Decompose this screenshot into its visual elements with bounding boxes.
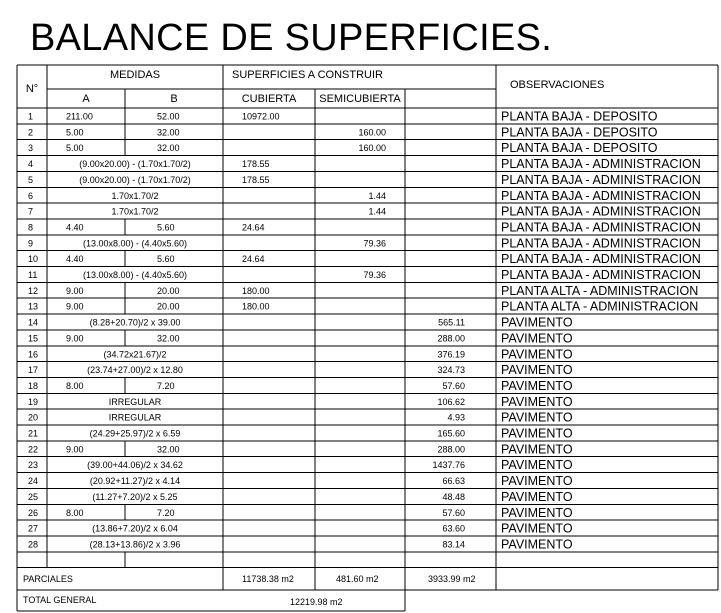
row-formula: (20.92+11.27)/2 x 4.14 (89, 476, 181, 487)
row-b: 52.00 (157, 111, 180, 122)
header-medidas: MEDIDAS (109, 69, 161, 81)
row-number: 3 (28, 143, 34, 154)
row-number: 28 (28, 539, 39, 550)
row-b: 20.00 (157, 301, 180, 312)
row-semicubierta: 160.00 (358, 127, 386, 138)
row-b: 32.00 (157, 143, 180, 154)
row-number: 11 (28, 270, 38, 280)
row-observacion: PAVIMENTO (501, 489, 573, 504)
row-a: 9.00 (66, 301, 84, 312)
row-observacion: PAVIMENTO (501, 331, 573, 346)
row-observacion: PLANTA ALTA - ADMINISTRACION (501, 283, 699, 298)
row-observacion: PAVIMENTO (501, 442, 573, 457)
row-observacion: PLANTA BAJA - ADMINISTRACION (501, 157, 701, 172)
parciales-label: PARCIALES (23, 574, 73, 584)
row-number: 20 (28, 412, 39, 423)
row-number: 23 (28, 460, 39, 471)
row-a: 4.40 (66, 254, 84, 265)
row-observacion: PAVIMENTO (501, 474, 573, 489)
row-observacion: PAVIMENTO (501, 315, 573, 330)
row-formula: (8.28+20.70)/2 x 39.00 (89, 317, 181, 328)
header-cubierta: CUBIERTA (241, 93, 297, 105)
header-observaciones: OBSERVACIONES (510, 79, 605, 91)
row-formula: (39.00+44.06)/2 x 34.62 (87, 460, 183, 471)
row-semicubierta: 1.44 (368, 190, 386, 201)
parciales-semicubierta: 481.60 m2 (336, 574, 379, 584)
row-pavimento: 106.62 (437, 396, 465, 407)
row-number: 21 (28, 428, 39, 439)
row-formula: (13.00x8.00) - (4.40x5.60) (82, 270, 188, 280)
row-a: 5.00 (66, 143, 84, 154)
row-number: 6 (28, 190, 34, 201)
row-observacion: PLANTA BAJA - DEPOSITO (501, 141, 658, 156)
row-formula: IRREGULAR (108, 396, 162, 407)
row-cubierta: 24.64 (242, 222, 265, 233)
row-cubierta: 24.64 (242, 254, 265, 265)
row-number: 4 (28, 159, 34, 170)
row-observacion: PLANTA BAJA - ADMINISTRACION (501, 252, 701, 267)
row-observacion: PLANTA BAJA - ADMINISTRACION (501, 172, 701, 187)
row-pavimento: 48.48 (442, 491, 465, 502)
row-number: 10 (28, 254, 39, 265)
row-observacion: PAVIMENTO (501, 347, 573, 362)
row-pavimento: 66.63 (442, 476, 465, 487)
parciales-cubierta: 11738.38 m2 (242, 574, 294, 584)
row-a: 9.00 (66, 285, 84, 296)
row-b: 7.20 (157, 380, 175, 391)
row-observacion: PAVIMENTO (501, 458, 573, 473)
row-cubierta: 180.00 (242, 285, 270, 296)
row-cubierta: 178.55 (242, 174, 270, 185)
row-number: 16 (28, 349, 39, 360)
row-a: 8.00 (66, 380, 84, 391)
row-semicubierta: 1.44 (368, 206, 386, 217)
header-a: A (82, 93, 90, 105)
row-a: 9.00 (66, 333, 84, 344)
row-observacion: PAVIMENTO (501, 521, 573, 536)
row-number: 12 (28, 285, 39, 296)
total-value: 12219.98 m2 (290, 597, 343, 607)
row-number: 19 (28, 396, 39, 407)
row-formula: IRREGULAR (108, 412, 162, 423)
row-cubierta: 178.55 (242, 159, 270, 170)
row-formula: (9.00x20.00) - (1.70x1.70/2) (79, 174, 191, 185)
row-formula: (34.72x21.67)/2 (103, 349, 167, 360)
row-b: 32.00 (157, 444, 180, 455)
row-observacion: PLANTA BAJA - DEPOSITO (501, 109, 658, 124)
row-number: 9 (28, 238, 34, 249)
row-formula: (11.27+7.20)/2 x 5.25 (92, 491, 178, 502)
row-formula: (13.00x8.00) - (4.40x5.60) (82, 238, 188, 249)
row-observacion: PAVIMENTO (501, 505, 573, 520)
row-observacion: PLANTA BAJA - ADMINISTRACION (501, 204, 701, 219)
row-b: 20.00 (157, 285, 180, 296)
row-observacion: PLANTA BAJA - ADMINISTRACION (501, 268, 701, 282)
row-number: 26 (28, 507, 39, 518)
row-pavimento: 565.11 (438, 317, 465, 328)
total-label: TOTAL GENERAL (23, 595, 97, 605)
row-formula: 1.70x1.70/2 (111, 206, 159, 217)
row-observacion: PLANTA ALTA - ADMINISTRACION (501, 299, 699, 314)
row-observacion: PLANTA BAJA - ADMINISTRACION (501, 188, 701, 203)
row-a: 9.00 (66, 444, 84, 455)
row-number: 7 (28, 206, 34, 217)
row-b: 7.20 (157, 507, 175, 518)
row-semicubierta: 79.36 (363, 238, 386, 249)
row-cubierta: 10972.00 (242, 111, 280, 122)
parciales-pavimento: 3933.99 m2 (428, 574, 476, 584)
row-formula: (13.86+7.20)/2 x 6.04 (92, 523, 178, 534)
row-pavimento: 376.19 (437, 349, 465, 360)
row-a: 211.00 (66, 111, 93, 122)
row-number: 13 (28, 301, 39, 312)
row-b: 5.60 (157, 222, 175, 233)
row-pavimento: 63.60 (442, 523, 465, 534)
header-superficies: SUPERFICIES A CONSTRUIR (232, 69, 383, 81)
row-cubierta: 180.00 (242, 301, 270, 312)
row-pavimento: 57.60 (442, 507, 465, 518)
row-observacion: PLANTA BAJA - ADMINISTRACION (501, 236, 701, 251)
row-formula: (9.00x20.00) - (1.70x1.70/2) (79, 159, 191, 170)
header-n: N° (25, 83, 39, 95)
row-number: 14 (28, 317, 39, 328)
row-formula: 1.70x1.70/2 (111, 190, 159, 201)
header-b: B (170, 93, 178, 105)
row-number: 2 (28, 127, 34, 138)
row-b: 5.60 (157, 254, 175, 265)
row-a: 5.00 (66, 127, 84, 138)
row-a: 4.40 (66, 222, 84, 233)
row-pavimento: 165.60 (437, 428, 465, 439)
row-number: 1 (28, 111, 34, 122)
row-observacion: PLANTA BAJA - DEPOSITO (501, 125, 658, 140)
page-title: BALANCE DE SUPERFICIES. (30, 17, 553, 59)
row-b: 32.00 (157, 333, 180, 344)
row-pavimento: 324.73 (437, 365, 465, 376)
row-number: 17 (28, 365, 39, 376)
row-pavimento: 83.14 (442, 539, 465, 550)
row-pavimento: 57.60 (442, 380, 465, 391)
row-semicubierta: 160.00 (358, 143, 386, 154)
row-number: 18 (28, 380, 39, 391)
row-number: 8 (28, 222, 34, 233)
row-formula: (23.74+27.00)/2 x 12.80 (87, 365, 183, 376)
row-number: 27 (28, 523, 39, 534)
row-number: 25 (28, 491, 39, 502)
row-observacion: PAVIMENTO (501, 410, 573, 425)
header-semicubierta: SEMICUBIERTA (319, 93, 401, 105)
row-semicubierta: 79.36 (363, 270, 386, 280)
row-pavimento: 288.00 (437, 333, 465, 344)
row-observacion: PLANTA BAJA - ADMINISTRACION (501, 220, 701, 235)
row-observacion: PAVIMENTO (501, 378, 573, 393)
row-number: 22 (28, 444, 39, 455)
row-observacion: PAVIMENTO (501, 537, 573, 552)
row-pavimento: 288.00 (437, 444, 465, 455)
row-formula: (28.13+13.86)/2 x 3.96 (89, 539, 181, 550)
row-number: 5 (28, 174, 34, 185)
row-number: 15 (28, 333, 39, 344)
row-formula: (24.29+25.97)/2 x 6.59 (89, 428, 181, 439)
row-observacion: PAVIMENTO (501, 363, 573, 378)
row-observacion: PAVIMENTO (501, 394, 573, 409)
row-pavimento: 1437.76 (432, 460, 465, 471)
row-pavimento: 4.93 (447, 412, 465, 423)
row-number: 24 (28, 476, 39, 487)
row-observacion: PAVIMENTO (501, 426, 573, 441)
row-a: 8.00 (66, 507, 84, 518)
row-b: 32.00 (157, 127, 180, 138)
